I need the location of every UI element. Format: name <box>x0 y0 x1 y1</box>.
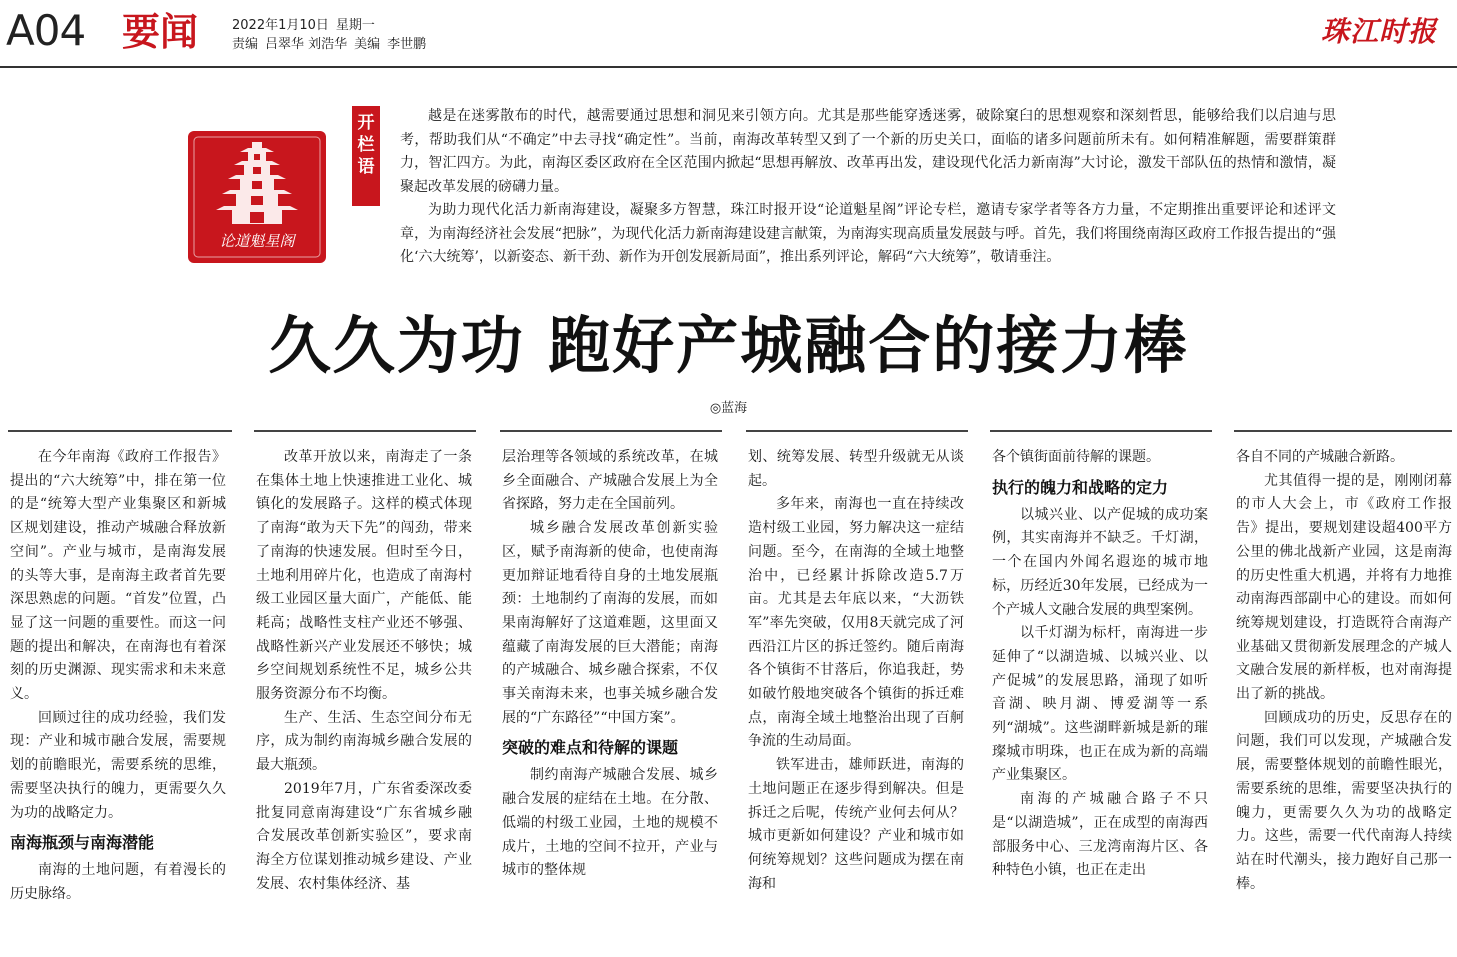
column-top-rule <box>990 430 1212 432</box>
masthead <box>0 0 1457 66</box>
body-paragraph: 南海的产城融合路子不只是“以湖造城”，正在成型的南海西部服务中心、三龙湾南海片区、各种特色小镇，也正在走出 <box>992 791 1208 879</box>
body-paragraph: 南海的土地问题，有着漫长的历史脉络。 <box>10 862 226 902</box>
section-subhead: 突破的难点和待解的课题 <box>502 738 679 758</box>
art-editor: 李世鹏 <box>387 37 427 52</box>
article-headline: 久久为功 跑好产城融合的接力棒 <box>268 309 1189 382</box>
pagoda-seal-icon <box>186 128 328 266</box>
section-name: 要闻 <box>122 9 199 54</box>
column-label-char: 开 <box>357 113 375 133</box>
article-column-5 <box>992 446 1208 951</box>
body-paragraph: 铁军进击，雄师跃进，南海的土地问题正在逐步得到解决。但是拆迁之后呢，传统产业何去何从？城市更新如何建设？产业和城市如何统筹规划？这些问题成为摆在南海和 <box>748 757 964 892</box>
intro-paragraph: 越是在迷雾散布的时代，越需要通过思想和洞见来引领方向。尤其是那些能穿透迷雾，破除窠臼的思想观察和深刻哲思，能够给我们以启迪与思考，帮助我们从“不确定”中去寻找“确定性”。当前，南海改革转型又到了一个新的历史关口，面临的诸多问题前所未有。如何精准解题，需要群策群力，智汇四方。为此，南海区委区政府在全区范围内掀起“思想再解放、改革再出发，建设现代化活力新南海”大讨论，激发干部队伍的热情和激情，凝聚起改革发展的磅礴力量。 <box>400 108 1336 195</box>
body-paragraph: 以千灯湖为标杆，南海进一步延伸了“以湖造城、以城兴业、以产促城”的发展思路，涌现了如听音湖、映月湖、博爱湖等一系列“湖城”。这些湖畔新城是新的璀璨城市明珠，也正在成为新的高端产业集聚区。 <box>992 625 1208 784</box>
article-column-1 <box>10 446 226 951</box>
body-paragraph: 回顾过往的成功经验，我们发现：产业和城市融合发展，需要规划的前瞻眼光，需要系统的思维，需要坚决执行的魄力，更需要久久为功的战略定力。 <box>10 709 226 821</box>
body-paragraph: 多年来，南海也一直在持续改造村级工业园，努力解决这一症结问题。至今，在南海的全域土地整治中，已经累计拆除改造5.7万亩。尤其是去年底以来，“大沥铁军”率先突破，仅用8天就完成了河西沿江片区的拆迁签约。随后南海各个镇街不甘落后，你追我赶，势如破竹般地突破各个镇街的拆迁难点，南海全域土地整治出现了百舸争流的生动局面。 <box>748 496 964 750</box>
body-paragraph: 在今年南海《政府工作报告》提出的“六大统筹”中，排在第一位的是“统筹大型产业集聚区和新城区规划建设，推动产城融合释放新空间”。产业与城市，是南海发展的头等大事，是南海主政者首先要深思熟虑的问题。“首发”位置，凸显了这一问题的重要性。而这一问题的提出和解决，在南海也有着深刻的历史渊源、现实需求和未来意义。 <box>10 449 226 703</box>
seal-text: 论道魁星阁 <box>219 232 295 250</box>
column-top-rule <box>254 430 476 432</box>
column-top-rule <box>8 430 232 432</box>
article-column-4 <box>748 446 964 951</box>
body-paragraph: 生产、生活、生态空间分布无序，成为制约南海城乡融合发展的最大瓶颈。 <box>256 709 472 774</box>
body-paragraph: 2019年7月，广东省委深改委批复同意南海建设“广东省城乡融合发展改革创新实验区”，要求南海全方位谋划推动城乡建设、产业发展、农村集体经济、基 <box>256 780 472 892</box>
body-paragraph: 改革开放以来，南海走了一条在集体土地上快速推进工业化、城镇化的发展路子。这样的模式体现了南海“敢为天下先”的闯劲，带来了南海的快速发展。但时至今日，土地利用碎片化，也造成了南海村级工业园区量大面广，产能低、能耗高；战略性支柱产业还不够强、战略性新兴产业发展还不够快；城乡空间规划系统性不足，城乡公共服务资源分布不均衡。 <box>256 449 472 703</box>
column-top-rule <box>500 430 722 432</box>
column-label <box>352 106 380 206</box>
masthead-rule <box>0 66 1457 68</box>
article-column-2 <box>256 446 472 951</box>
body-paragraph: 各自不同的产城融合新路。 <box>1236 449 1404 465</box>
newspaper-logo: 珠江时报 <box>1320 15 1437 48</box>
body-paragraph: 划、统筹发展、转型升级就无从谈起。 <box>748 449 964 489</box>
body-paragraph: 尤其值得一提的是，刚刚闭幕的市人大会上，市《政府工作报告》提出，要规划建设超400平方公里的佛北战新产业园，这是南海的历史性重大机遇，并将有力地推动南海西部副中心的建设。而如何统筹规划建设，打造既符合南海产业基础又贯彻新发展理念的产城人文融合发展的新样板，也对南海提出了新的挑战。 <box>1236 472 1452 703</box>
body-paragraph: 以城兴业、以产促城的成功案例，其实南海并不缺乏。千灯湖，一个在国内外闻名遐迩的城市地标，历经近30年发展，已经成为一个产城人文融合发展的典型案例。 <box>992 506 1208 618</box>
article-column-3 <box>502 446 718 951</box>
issue-meta <box>232 16 433 54</box>
editors: 吕翠华 刘浩华 <box>265 37 348 52</box>
art-editor-label: 美编 <box>354 37 381 52</box>
body-paragraph: 各个镇街面前待解的课题。 <box>992 449 1160 465</box>
column-top-rule <box>746 430 968 432</box>
column-intro <box>400 105 1336 270</box>
column-label-char: 语 <box>357 157 375 177</box>
issue-date: 2022年1月10日 <box>232 18 329 33</box>
column-label-char: 栏 <box>357 135 375 155</box>
body-paragraph: 层治理等各领域的系统改革，在城乡全面融合、产城融合发展上为全省探路，努力走在全国前列。 <box>502 449 718 513</box>
editors-label: 责编 <box>232 37 259 52</box>
article-byline: ◎蓝海 <box>709 401 748 416</box>
article-column-6 <box>1236 446 1452 951</box>
issue-weekday: 星期一 <box>335 18 375 33</box>
body-paragraph: 城乡融合发展改革创新实验区，赋予南海新的使命，也使南海更加辩证地看待自身的土地发展瓶颈：土地制约了南海的发展，而如果南海解好了这道难题，这里面又蕴藏了南海发展的巨大潜能；南海的产城融合、城乡融合探索，不仅事关南海未来，也事关城乡融合发展的“广东路径”“中国方案”。 <box>502 520 718 726</box>
column-top-rule <box>1234 430 1452 432</box>
body-paragraph: 制约南海产城融合发展、城乡融合发展的症结在土地。在分散、低端的村级工业园，土地的规模不成片，土地的空间不拉开，产业与城市的整体规 <box>502 767 718 879</box>
section-subhead: 南海瓶颈与南海潜能 <box>10 833 155 853</box>
page-number: A04 <box>6 6 86 55</box>
body-paragraph: 回顾成功的历史，反思存在的问题，我们可以发现，产城融合发展，需要整体规划的前瞻性眼光，需要系统的思维，需要坚决执行的魄力，更需要久久为功的战略定力。这些，需要一代代南海人持续站在时代潮头，接力跑好自己那一棒。 <box>1236 709 1452 892</box>
intro-paragraph: 为助力现代化活力新南海建设，凝聚多方智慧，珠江时报开设“论道魁星阁”评论专栏，邀请专家学者等各方力量，不定期推出重要评论和述评文章，为南海经济社会发展“把脉”，为现代化活力新南海建设建言献策，为南海实现高质量发展鼓与呼。首先，我们将围绕南海区政府工作报告提出的“强化‘六大统筹’，以新姿态、新干劲、新作为开创发展新局面”，推出系列评论，解码“六大统筹”，敬请垂注。 <box>400 202 1336 265</box>
section-subhead: 执行的魄力和战略的定力 <box>992 477 1169 497</box>
